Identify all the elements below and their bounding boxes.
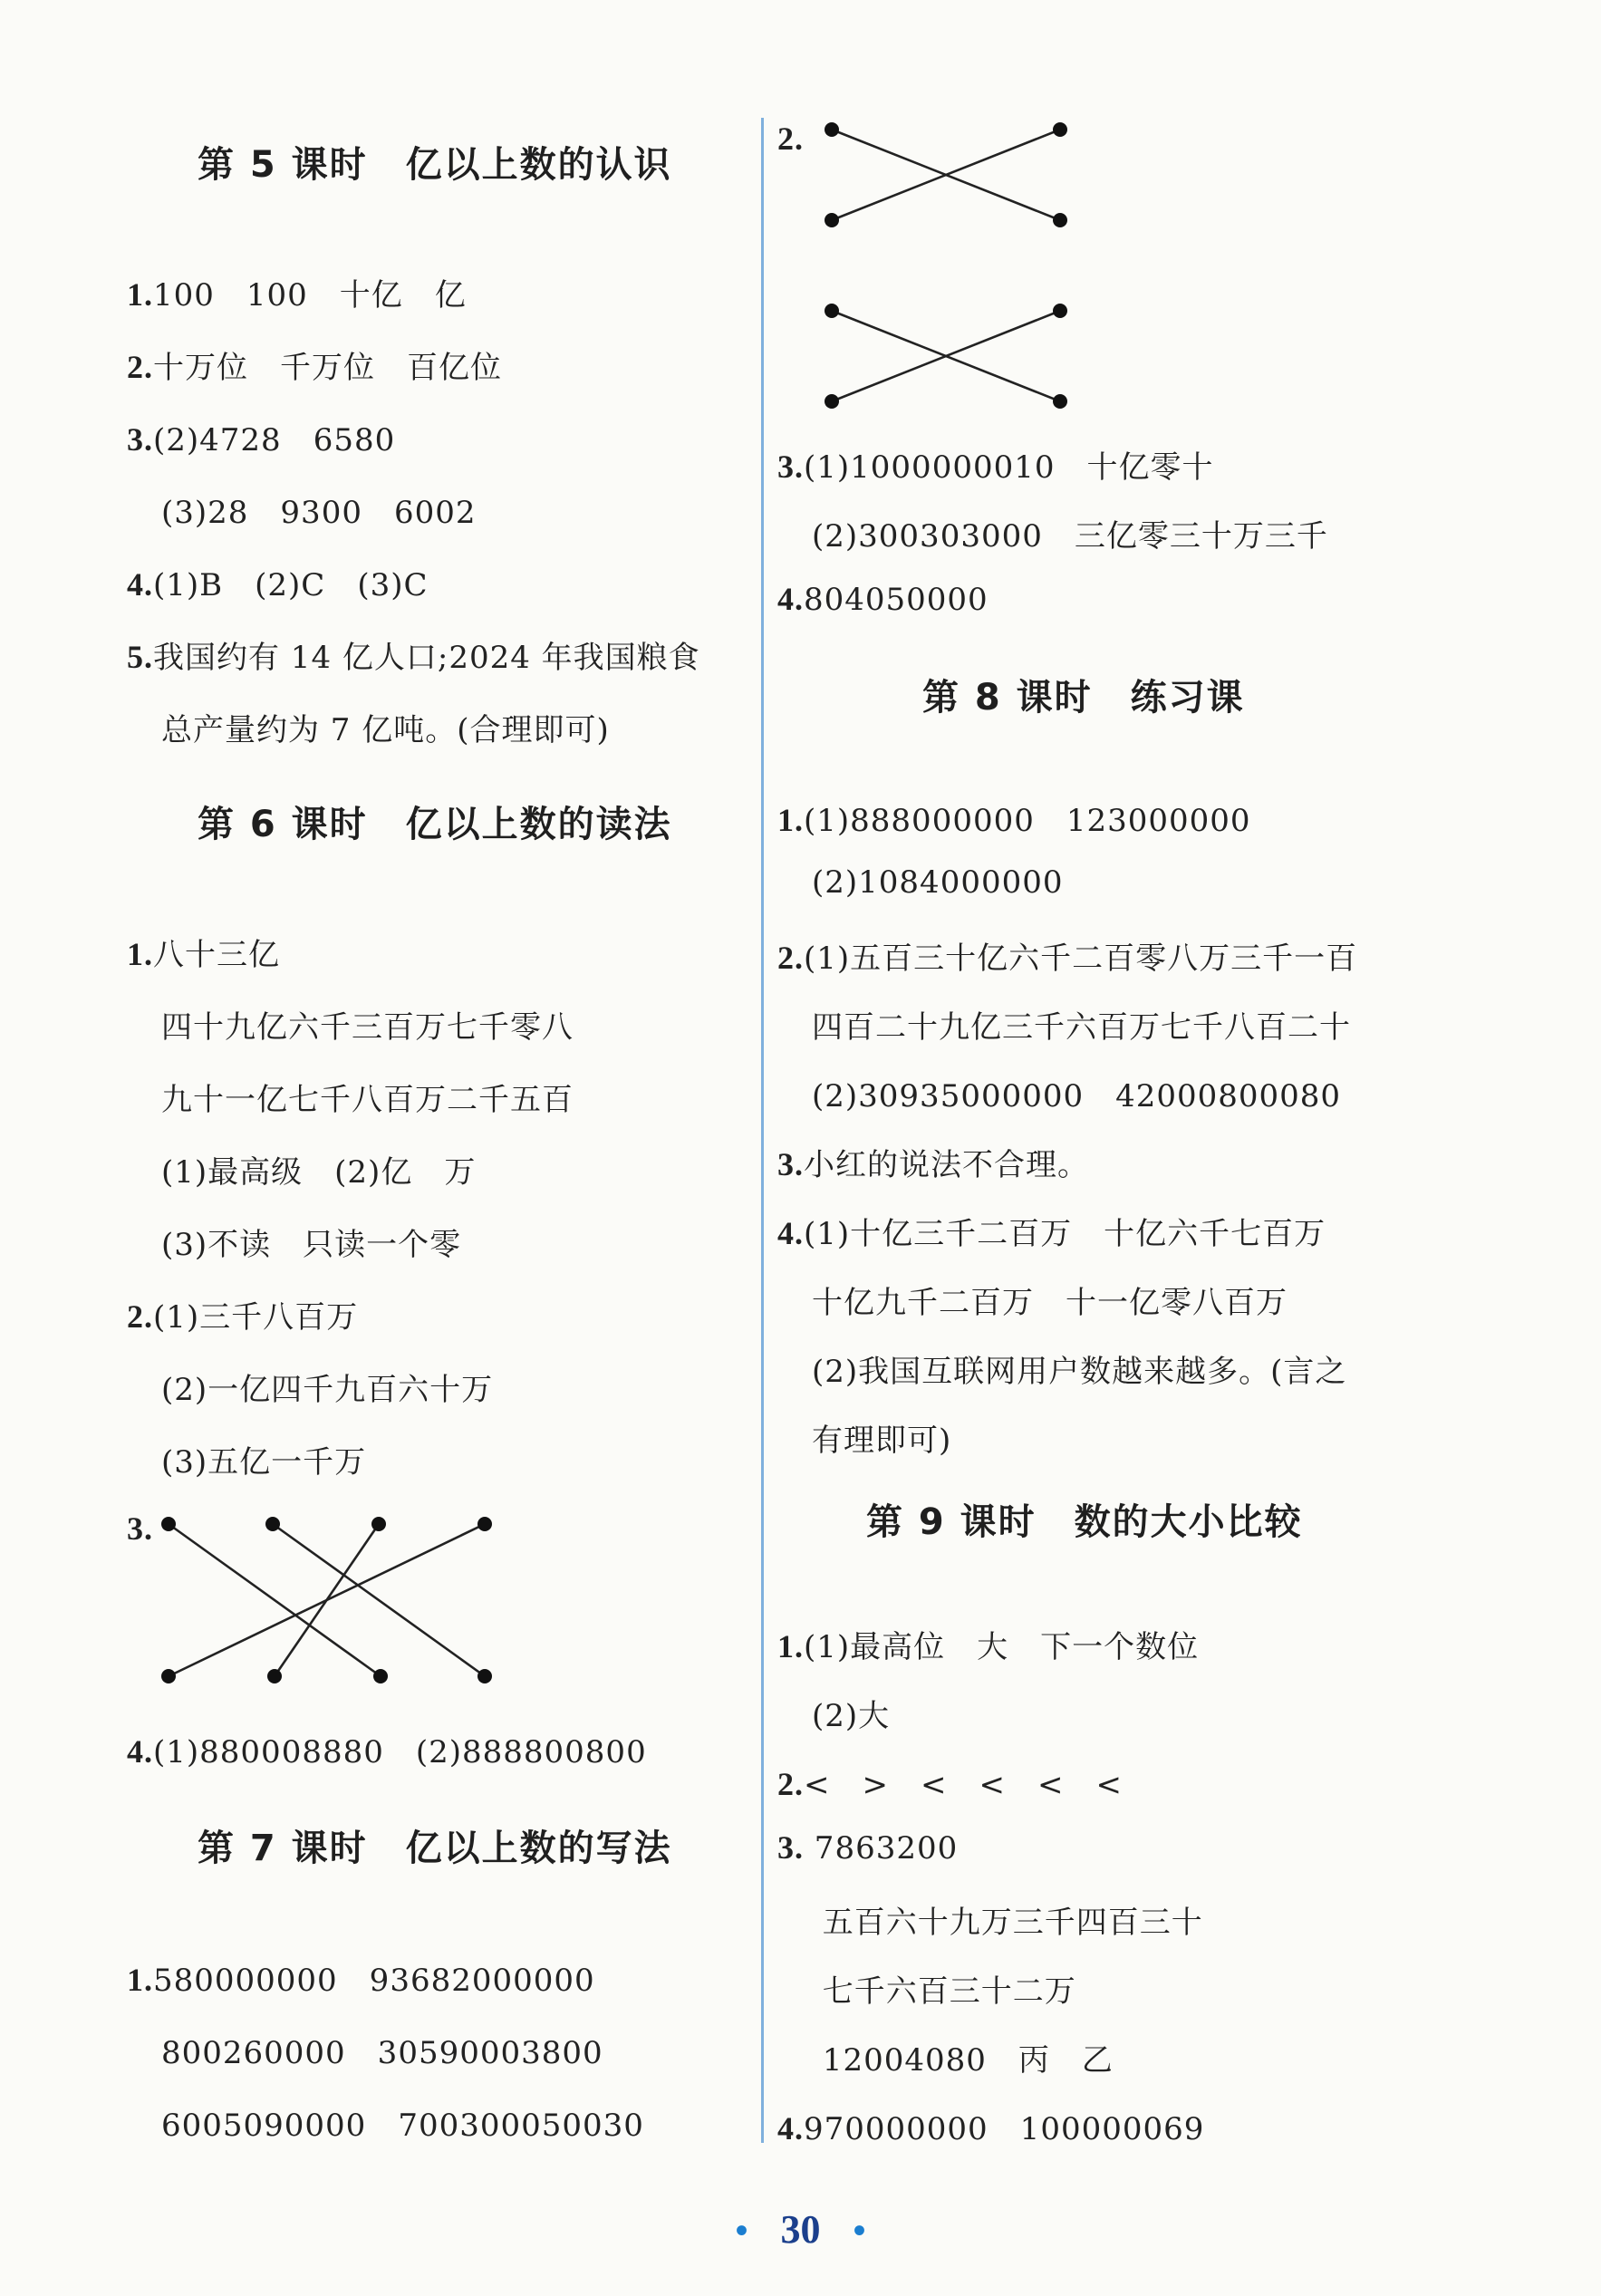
answer-line: (3)不读 只读一个零: [161, 1227, 462, 1263]
answer-line: 3.(1)1000000010 十亿零十: [777, 449, 1214, 486]
bullet-dot-icon: •: [735, 2210, 748, 2251]
answer-line: (2)我国互联网用户数越来越多。(言之: [812, 1354, 1347, 1390]
answer-line: 2.< > < < < <: [777, 1766, 1123, 1803]
answer-line: 4.(1)880008880 (2)888800800: [127, 1733, 647, 1770]
answer-line: (2)30935000000 42000800080: [812, 1078, 1342, 1114]
page-number: 30: [780, 2207, 821, 2252]
answer-line: (2)一亿四千九百六十万: [161, 1372, 494, 1408]
answer-line: 3.(2)4728 6580: [127, 421, 396, 458]
answer-line: 800260000 30590003800: [161, 2035, 603, 2071]
question-label: 3.: [127, 1510, 153, 1547]
matching-lines-diagram: [0, 0, 761, 1722]
section-title-lesson-7: 第 7 课时 亿以上数的写法: [198, 1828, 672, 1869]
answer-line: (2)1084000000: [812, 864, 1064, 901]
answer-line: 五百六十九万三千四百三十: [812, 1905, 1203, 1941]
section-title-lesson-5: 第 5 课时 亿以上数的认识: [198, 144, 672, 186]
answer-line: 七千六百三十二万: [812, 1973, 1076, 2010]
answer-line: (3)五亿一千万: [161, 1444, 367, 1481]
answer-line: 1.100 100 十亿 亿: [127, 276, 467, 314]
answer-line: 1.(1)888000000 123000000: [777, 802, 1251, 839]
bullet-dot-icon: •: [853, 2210, 866, 2251]
answer-line: 2.(1)三千八百万: [127, 1298, 359, 1336]
answer-line: 2.十万位 千万位 百亿位: [127, 349, 502, 386]
answer-line: (1)最高级 (2)亿 万: [161, 1154, 477, 1191]
answer-line: 十亿九千二百万 十一亿零八百万: [812, 1285, 1288, 1321]
answer-line: (2)大: [812, 1698, 891, 1734]
answer-line: 1.(1)最高位 大 下一个数位: [777, 1628, 1200, 1665]
answer-line: 总产量约为 7 亿吨。(合理即可): [161, 712, 610, 748]
answer-line: 5.我国约有 14 亿人口;2024 年我国粮食: [127, 639, 700, 676]
section-title-lesson-8: 第 8 课时 练习课: [922, 677, 1245, 719]
answer-line: 4.804050000: [777, 581, 989, 618]
answer-line: 4.(1)十亿三千二百万 十亿六千七百万: [777, 1215, 1326, 1252]
answer-line: 12004080 丙 乙: [812, 2042, 1114, 2079]
page-number-footer: [0, 2206, 1601, 2253]
answer-line: (2)300303000 三亿零三十万三千: [812, 518, 1328, 555]
answer-line: 4.(1)B (2)C (3)C: [127, 566, 429, 603]
answer-line: 2.(1)五百三十亿六千二百零八万三千一百: [777, 940, 1358, 977]
section-title-lesson-9: 第 9 课时 数的大小比较: [866, 1501, 1303, 1543]
answer-line: (3)28 9300 6002: [161, 495, 477, 531]
matching-lines-diagram: [768, 0, 1601, 435]
column-divider: [761, 118, 764, 2143]
section-title-lesson-6: 第 6 课时 亿以上数的读法: [198, 804, 672, 845]
question-label: 2.: [777, 121, 804, 157]
answer-line: 1.八十三亿: [127, 936, 280, 973]
answer-line: 1.580000000 93682000000: [127, 1962, 595, 1999]
answer-line: 3.小红的说法不合理。: [777, 1146, 1089, 1183]
answer-line: 有理即可): [812, 1423, 952, 1459]
answer-line: 4.970000000 100000069: [777, 2110, 1205, 2147]
answer-line: 6005090000 700300050030: [161, 2108, 644, 2144]
answer-line: 四百二十九亿三千六百万七千八百二十: [812, 1009, 1351, 1046]
answer-line: 四十九亿六千三百万七千零八: [161, 1009, 574, 1046]
answer-line: 九十一亿七千八百万二千五百: [161, 1082, 574, 1118]
answer-line: 3. 7863200: [777, 1829, 959, 1867]
